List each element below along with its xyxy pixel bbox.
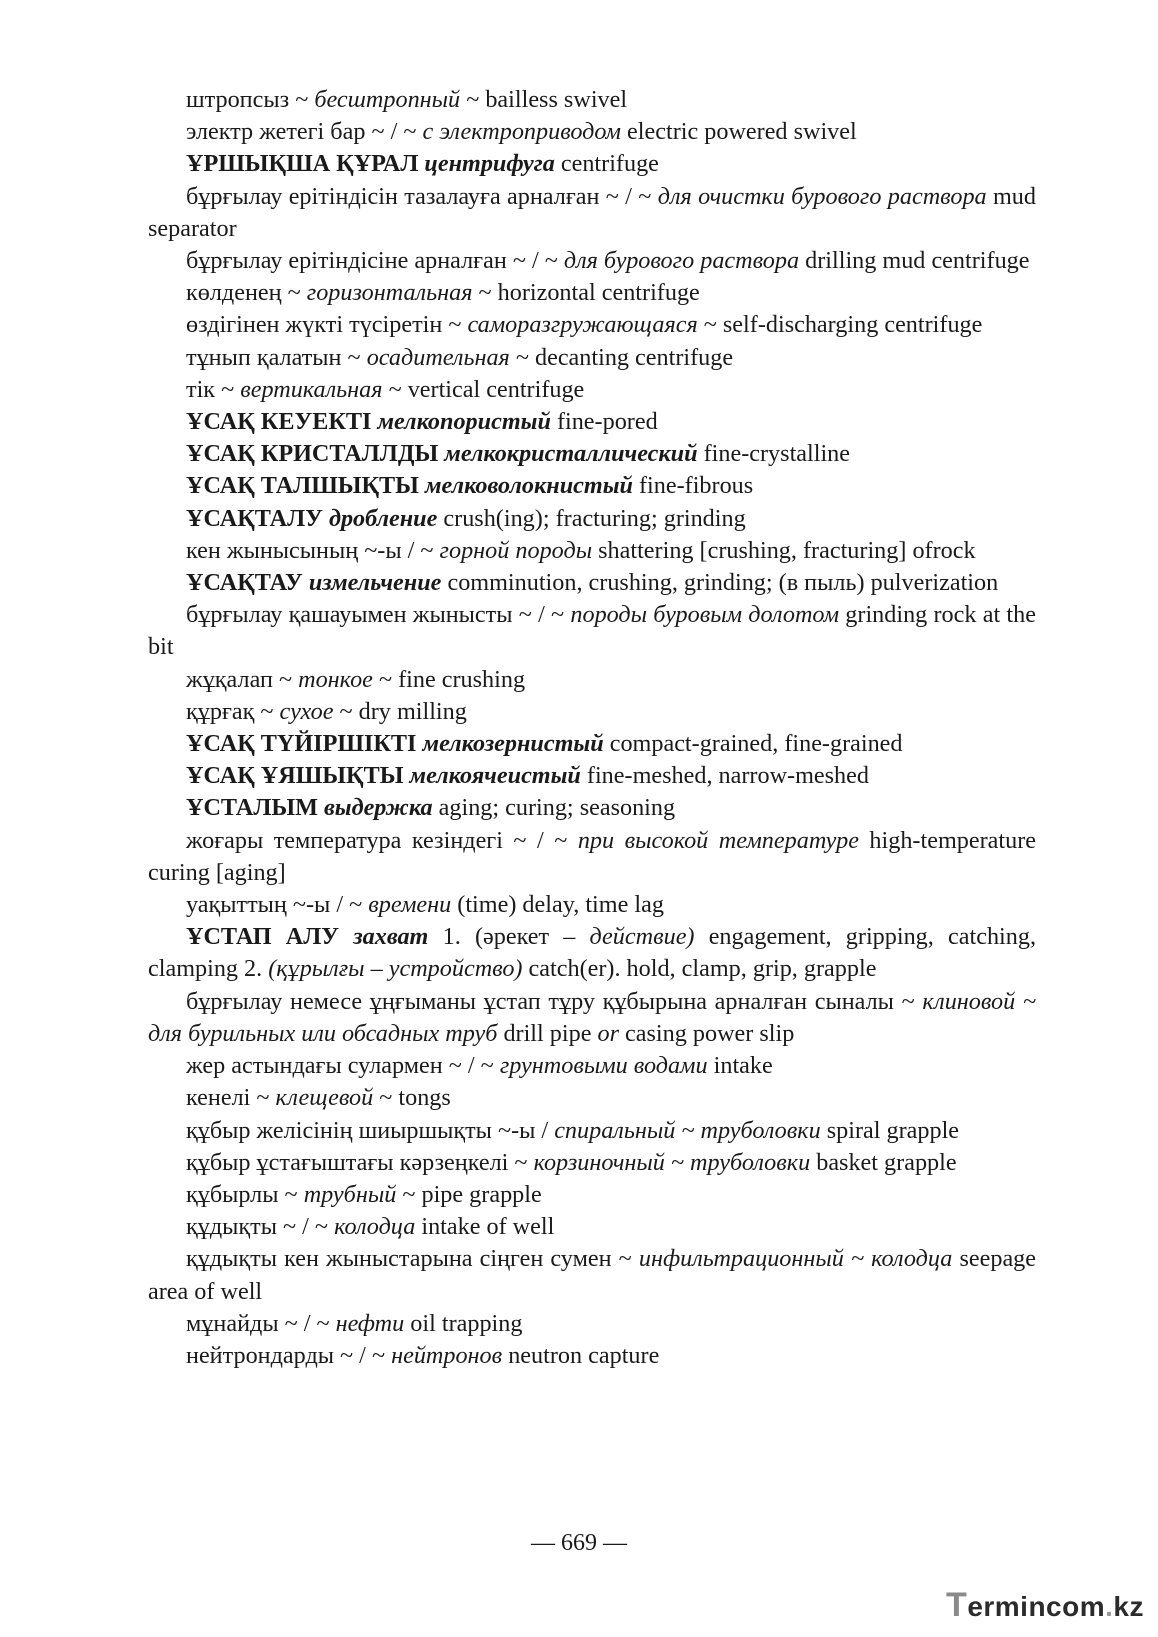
entry-headword-russian: мелковолокнистый [424, 472, 633, 500]
entry-text: electric powered swivel [621, 118, 857, 146]
dictionary-entry [148, 342, 1036, 374]
entry-text: бұрғылау қашауымен жынысты ~ / ~ [186, 601, 571, 629]
entry-headword-russian: выдержка [323, 794, 433, 822]
entry-text: fine-pored [550, 408, 658, 436]
entry-text: ~ decanting centrifuge [509, 343, 734, 371]
entry-russian-term: вертикальная [240, 375, 383, 403]
entry-text: бұрғылау немесе ұңғыманы ұстап тұру құбырына арналған сыналы ~ [186, 987, 923, 1015]
dictionary-entry [148, 825, 1036, 889]
entry-text: shattering [crushing, fracturing] ofrock [592, 536, 976, 564]
entry-russian-term: тонкое [298, 665, 373, 693]
watermark-dot: . [1105, 1591, 1114, 1622]
entry-text: жер астындағы сулармен ~ / ~ [186, 1052, 500, 1080]
entry-text: drilling mud centrifuge [799, 247, 1030, 275]
entry-text: тік ~ [186, 375, 241, 403]
entry-text: тұнып қалатын ~ [186, 343, 367, 371]
entry-text: engagement, gripping, catching, clamping 2. [148, 923, 1036, 983]
dictionary-entry [148, 470, 1036, 502]
entry-headword-russian: мелкозернистый [422, 730, 604, 758]
entry-russian-term: спиральный ~ труболовки [554, 1116, 821, 1144]
entry-text: жұқалап ~ [186, 665, 299, 693]
entry-headword: ҰСАҚ ТАЛШЫҚТЫ [186, 472, 425, 500]
dictionary-entry [148, 374, 1036, 406]
entry-text: mud separator [148, 182, 1036, 242]
entry-text: бұрғылау ерітіндісін тазалауға арналған ~ / ~ [186, 182, 658, 210]
entry-text: neutron capture [502, 1341, 660, 1369]
entry-text: ~ horizontal centrifuge [472, 279, 700, 307]
dictionary-entry [148, 1050, 1036, 1082]
dictionary-entry [148, 1340, 1036, 1372]
dictionary-entry [148, 664, 1036, 696]
entry-russian-term: действие) [589, 923, 695, 951]
dictionary-entry [148, 986, 1036, 1050]
dictionary-entry [148, 599, 1036, 663]
entry-russian-term: клиновой ~ для бурильных или обсадных труб [148, 987, 1036, 1047]
dictionary-entry [148, 792, 1036, 824]
entry-russian-term: бесштропный [314, 86, 461, 113]
entry-text: электр жетегі бар ~ / ~ [186, 118, 423, 146]
dictionary-entry [148, 148, 1036, 180]
entry-text: casing power slip [619, 1019, 795, 1047]
entry-text: құбырлы ~ [186, 1180, 304, 1208]
entry-text: ~ dry milling [333, 697, 467, 725]
dictionary-entry [148, 84, 1036, 116]
entry-headword: ҰРШЫҚША ҚҰРАЛ [186, 150, 425, 178]
entry-headword-russian: мелкоячеистый [409, 762, 581, 790]
dictionary-entry [148, 889, 1036, 921]
entry-headword-russian: дробление [328, 504, 438, 532]
entry-text: көлденең ~ [186, 279, 307, 307]
dictionary-entry [148, 1179, 1036, 1211]
entry-text: ~ tongs [373, 1084, 451, 1112]
entry-russian-term: колодца [334, 1213, 416, 1241]
watermark-tld: kz [1113, 1591, 1144, 1622]
entry-text: штропсыз ~ [186, 86, 315, 113]
entry-russian-term: для бурового раствора [563, 247, 800, 275]
entry-headword: ҰСАҚ КЕУЕКТІ [186, 408, 378, 436]
entry-headword-russian: мелкокристаллический [444, 440, 698, 468]
entry-text: ~ self-discharging centrifuge [697, 311, 983, 339]
entry-text: ~ fine crushing [372, 665, 526, 693]
entry-text: бұрғылау ерітіндісіне арналған ~ / ~ [186, 247, 564, 275]
entry-text: oil trapping [404, 1309, 523, 1337]
entry-text: кен жынысының ~-ы / ~ [186, 536, 440, 564]
entry-russian-term: (құрылғы – устройство) [268, 955, 523, 983]
entry-headword: ҰСАҚ КРИСТАЛЛДЫ [186, 440, 445, 468]
entry-headword-russian: центрифуга [424, 150, 555, 178]
dictionary-entry [148, 760, 1036, 792]
entry-text: centrifuge [554, 150, 659, 178]
dictionary-entry [148, 1243, 1036, 1307]
entry-headword: ҰСАҚТАЛУ [186, 504, 329, 532]
entry-text: құдықты ~ / ~ [186, 1213, 335, 1241]
entry-text: high-temperature curing [aging] [148, 826, 1036, 886]
entry-text: ~ bailless swivel [460, 86, 628, 113]
entry-russian-term: горизонтальная [306, 279, 473, 307]
dictionary-entry [148, 277, 1036, 309]
entry-headword-russian: измельчение [308, 569, 442, 597]
entry-russian-term: саморазгружающаяся [467, 311, 698, 339]
entry-russian-term: при высокой температуре [577, 826, 859, 854]
entry-text: құбыр ұстағыштағы кәрзеңкелі ~ [186, 1148, 534, 1176]
dictionary-entry [148, 567, 1036, 599]
entry-russian-term: породы буровым долотом [570, 601, 840, 629]
entry-headword: ҰСАҚ ҰЯШЫҚТЫ [186, 762, 410, 790]
dictionary-entry [148, 1211, 1036, 1243]
entry-headword: ҰСТАЛЫМ [186, 794, 324, 822]
entry-headword: ҰСТАП АЛУ [186, 923, 354, 951]
entry-headword: ҰСАҚ ТҮЙІРШІКТІ [186, 730, 423, 758]
entry-text: basket grapple [810, 1148, 957, 1176]
entry-text: fine-meshed, narrow-meshed [580, 762, 869, 790]
entry-headword-russian: захват [353, 923, 429, 951]
entry-text: құдықты кен жыныстарына сіңген сумен ~ [186, 1245, 639, 1273]
entry-text: crush(ing); fracturing; grinding [437, 504, 746, 532]
dictionary-entry [148, 438, 1036, 470]
entry-text: жоғары температура кезіндегі ~ / ~ [186, 826, 578, 854]
entry-russian-term: трубный [303, 1180, 397, 1208]
entry-text: spiral grapple [820, 1116, 960, 1144]
entry-russian-term: нейтронов [391, 1341, 503, 1369]
entry-text: құбыр желісінің шиыршықты ~-ы / [186, 1116, 555, 1144]
dictionary-entry [148, 728, 1036, 760]
entry-text: compact-grained, fine-grained [603, 730, 903, 758]
entry-text: fine-fibrous [632, 472, 754, 500]
entry-text: құрғақ ~ [186, 697, 280, 725]
entry-text: мұнайды ~ / ~ [186, 1309, 336, 1337]
watermark-middle: ermincоm [967, 1591, 1106, 1622]
entry-russian-term: для очистки бурового раствора [657, 182, 987, 210]
entry-text: ~ vertical centrifuge [382, 375, 585, 403]
dictionary-entry [148, 535, 1036, 567]
entry-headword-russian: мелкопористый [377, 408, 551, 436]
dictionary-entry [148, 921, 1036, 985]
entry-russian-term: нефти [335, 1309, 405, 1337]
dictionary-entry [148, 406, 1036, 438]
entry-text: уақыттың ~-ы / ~ [186, 891, 369, 919]
dictionary-entry [148, 1082, 1036, 1114]
entry-headword: ҰСАҚТАУ [186, 569, 309, 597]
entry-text: нейтрондарды ~ / ~ [186, 1341, 392, 1369]
entry-text: ~ pipe grapple [396, 1180, 542, 1208]
entry-text: grinding rock at the bit [148, 601, 1036, 661]
dictionary-entry [148, 309, 1036, 341]
dictionary-entry [148, 1147, 1036, 1179]
entry-russian-term: клещевой [275, 1084, 374, 1112]
terminkom-watermark-logo [946, 1586, 1144, 1625]
dictionary-entry [148, 245, 1036, 277]
entry-text: кенелі ~ [186, 1084, 276, 1112]
dictionary-page-body [148, 84, 1036, 1372]
watermark-first-letter: T [946, 1586, 968, 1624]
entry-text: catch(er). hold, clamp, grip, grapple [522, 955, 877, 983]
dictionary-entry [148, 503, 1036, 535]
entry-russian-term: с электроприводом [422, 118, 621, 146]
dictionary-entry [148, 181, 1036, 245]
entry-russian-term: корзиночный ~ труболовки [533, 1148, 811, 1176]
entry-russian-term: or [597, 1019, 619, 1047]
entry-text: intake [707, 1052, 773, 1080]
entry-russian-term: сухое [279, 697, 334, 725]
entry-text: 1. (әрекет – [428, 923, 590, 951]
entry-text: (time) delay, time lag [451, 891, 664, 919]
entry-russian-term: инфильтрационный ~ колодца [638, 1245, 953, 1273]
entry-text: aging; curing; seasoning [432, 794, 676, 822]
entry-russian-term: осадительная [366, 343, 510, 371]
dictionary-entry [148, 696, 1036, 728]
entry-russian-term: горной породы [439, 536, 593, 564]
dictionary-entry [148, 116, 1036, 148]
entry-text: intake of well [415, 1213, 555, 1241]
entry-text: seepage area of well [148, 1245, 1037, 1305]
dictionary-entry [148, 1308, 1036, 1340]
entry-russian-term: грунтовыми водами [499, 1052, 708, 1080]
entry-text: fine-crystalline [697, 440, 851, 468]
entry-text: comminution, crushing, grinding; (в пыль) pulverization [441, 569, 999, 597]
entry-text: drill pipe [497, 1019, 598, 1047]
entry-russian-term: времени [368, 891, 452, 919]
entry-text: өздігінен жүкті түсіретін ~ [186, 311, 468, 339]
dictionary-entry [148, 1115, 1036, 1147]
page-number: — 669 — [531, 1530, 627, 1556]
